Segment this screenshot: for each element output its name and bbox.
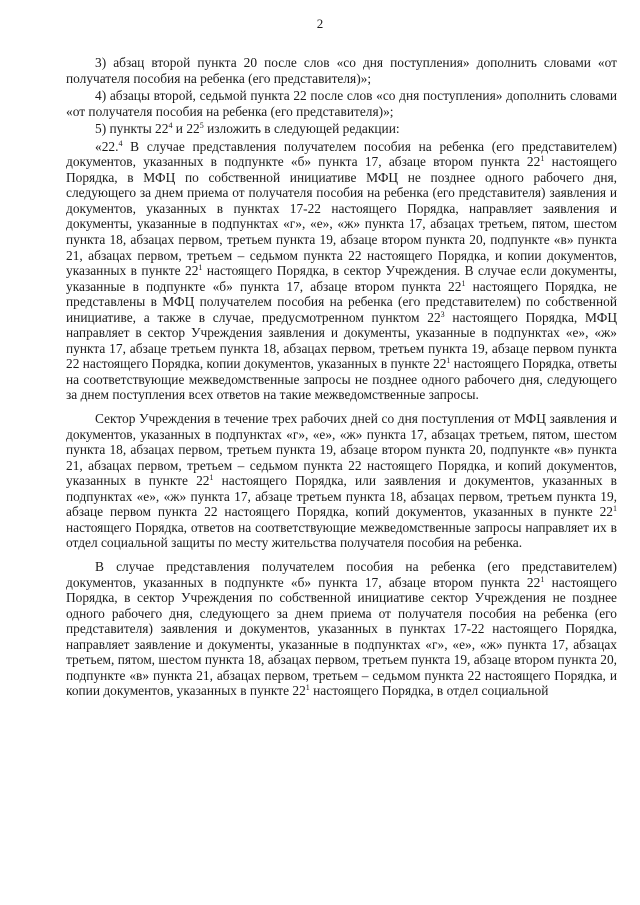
document-body [66, 55, 617, 701]
paragraph-sector: Сектор Учреждения в течение трех рабочих дней со дня поступления от МФЦ заявления и документов, указанных в подпунктах «г», «е», «ж» пункта 17, абзацах третьем, пятом, шестом пункта 18, абзацах первом, третьем пункта 19, абзаце втором пункта 20, подпункте «в» пункта 21, абзацах первом, третьем – седьмом пункта 22 настоящего Порядка, и копий документов, указанных в пункте $22^1$ настоящего Порядка, или заявления и документов, указанных в подпунктах «е», «ж» пункта 17, абзаце третьем пункта 18, абзацах первом, третьем пункта 19, абзаце первом пункта 22 настоящего Порядка, копий документов, указанных в пункте $22^1$ настоящего Порядка, ответов на соответствующие межведомственные запросы направляет их в отдел социальной защиты по месту жительства получателя пособия на ребенка. [66, 411, 618, 551]
item-3: 3) абзац второй пункта 20 после слов «со дня поступления» дополнить словами «от получателя пособия на ребенка (его представителя)»; [66, 55, 617, 86]
item-4: 4) абзацы второй, седьмой пункта 22 после слов «со дня поступления» дополнить словами «от получателя пособия на ребенка (его представителя)»; [66, 88, 617, 119]
item-5: 5) пункты $22^4$ и $22^5$ изложить в следующей редакции: [95, 121, 400, 137]
page-number: 2 [316, 16, 324, 31]
paragraph-22-4: «22.$^4$ В случае представления получателем пособия на ребенка (его представителем) документов, указанных в подпункте «б» пункта 17, абзаце втором пункта $22^1$ настоящего Порядка, в МФЦ по собственной инициативе МФЦ не позднее одного рабочего дня, следующего за днем приема от получателя пособия на ребенка (его представителя) заявления и документов, указанных в пунктах 17-22 настоящего Порядка, направляет заявления и документы, указанные в подпунктах «г», «е», «ж» пункта 17, абзацах третьем, пятом, шестом пункта 18, абзацах первом, третьем пункта 19, абзаце втором пункта 20, подпункте «в» пункта 21, абзацах первом, третьем – седьмом пункта 22 настоящего Порядка, и копии документов, указанных в пункте $22^1$ настоящего Порядка, в сектор Учреждения. В случае если документы, указанные в подпункте «б» пункта 17, абзаце втором пункта $22^1$ настоящего Порядка, не представлены в МФЦ получателем пособия на ребенка (его представителем) по собственной инициативе, а также в случае, предусмотренном пунктом $22^3$ настоящего Порядка, МФЦ направляет в сектор Учреждения заявления и документы, указанные в подпунктах «е», «ж» пункта 17, абзаце третьем пункта 18, абзацах первом, третьем пункта 19, абзаце первом пункта 22 настоящего Порядка, копии документов, указанных в пункте $22^1$ настоящего Порядка, ответы на соответствующие межведомственные запросы не позднее одного рабочего дня, следующего за днем поступления всех ответов на такие межведомственные запросы. [66, 138, 618, 403]
paragraph-sector-initiative: В случае представления получателем пособия на ребенка (его представителем) документов, указанных в подпункте «б» пункта 17, абзаце втором пункта $22^1$ настоящего Порядка, в сектор Учреждения по собственной инициативе сектор Учреждения не позднее одного рабочего дня, следующего за днем приема от получателя пособия на ребенка (его представителя) заявления и документов, указанных в пунктах 17-22 настоящего Порядка, направляет заявление и документы, указанные в подпунктах «г», «е», «ж» пункта 17, абзацах третьем, пятом, шестом пункта 18, абзацах первом, третьем пункта 19, абзаце втором пункта 20, подпункте «в» пункта 21, абзацах первом, третьем – седьмом пункта 22 настоящего Порядка, и копии документов, указанных в пункте $22^1$ настоящего Порядка, в отдел социальной [66, 558, 617, 699]
